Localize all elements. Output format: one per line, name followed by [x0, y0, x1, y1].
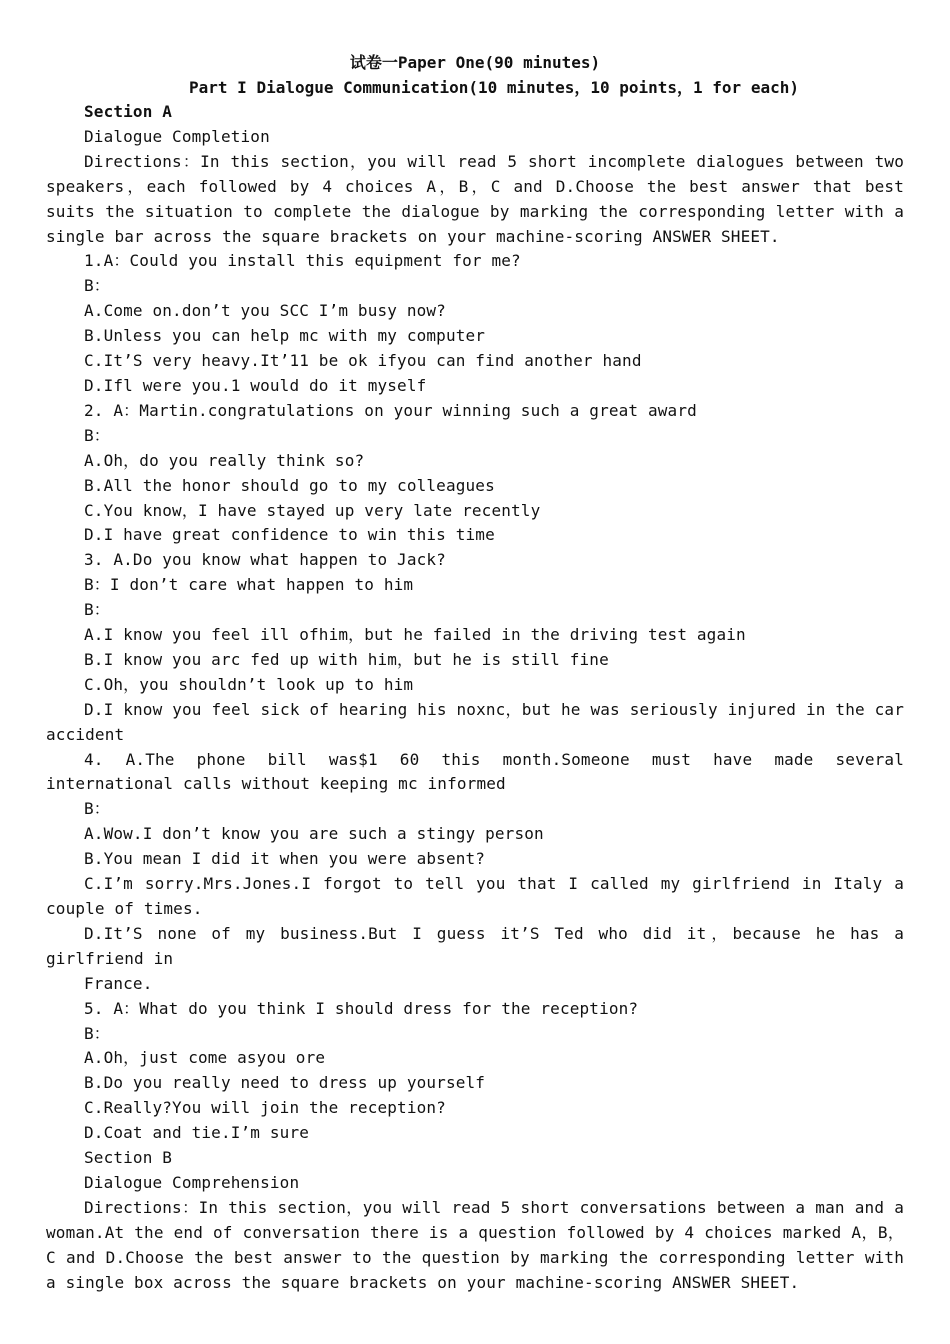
- text-line: A.I know you feel ill ofhim，but he failed in the driving test again: [84, 625, 746, 645]
- text-line: A.Wow.I don’t know you are such a stingy person: [84, 824, 544, 844]
- paper-title: 试卷一Paper One(90 minutes): [349, 53, 601, 72]
- text-line: B.I know you arc fed up with him，but he is still fine: [84, 649, 609, 669]
- text-line: B.Unless you can help mc with my computer: [84, 326, 486, 346]
- text-line: A.Oh，just come asyou ore: [84, 1048, 326, 1068]
- text-line: B：: [84, 1023, 110, 1043]
- text-line: 1.A：Could you install this equipment for me?: [84, 251, 521, 271]
- text-line: B.You mean I did it when you were absent?: [84, 849, 486, 869]
- text-line: D.I know you feel sick of hearing his noxnc，but he was seriously injured in the car accident: [46, 699, 914, 744]
- text-line: Dialogue Comprehension: [84, 1172, 300, 1192]
- exam-page: [46, 50, 914, 1296]
- text-line: France.: [84, 973, 153, 993]
- text-line: B：: [84, 425, 110, 445]
- text-line: Section A: [84, 102, 173, 121]
- text-line: C.It’S very heavy.It’11 be ok ifyou can find another hand: [84, 351, 642, 371]
- text-line: A.Oh，do you really think so?: [84, 450, 365, 470]
- text-line: A.Come on.don’t you SCC I’m busy now?: [84, 301, 446, 321]
- text-line: B：: [84, 799, 110, 819]
- text-line: Directions：In this section，you will read 5 short incomplete dialogues between two speakers，each followed by 4 choices A，B，C and D.Choose the best answer that best suits the situation to complete the dialogue by marking the corresponding letter with a single bar across the square brackets on your machine-scoring ANSWER SHEET.: [46, 151, 914, 246]
- text-line: C.You know，I have stayed up very late recently: [84, 500, 541, 520]
- text-line: 4. A.The phone bill was$1 60 this month.Someone must have made several international calls without keeping mc informed: [46, 749, 914, 794]
- text-line: 2. A：Martin.congratulations on your winning such a great award: [84, 400, 697, 420]
- text-line: Dialogue Completion: [84, 126, 270, 146]
- text-line: B：I don’t care what happen to him: [84, 575, 414, 595]
- text-line: B.All the honor should go to my colleagues: [84, 475, 495, 495]
- text-line: D.Ifl were you.1 would do it myself: [84, 375, 427, 395]
- text-line: C.Oh，you shouldn’t look up to him: [84, 674, 414, 694]
- text-line: B：: [84, 276, 110, 296]
- text-line: D.Coat and tie.I’m sure: [84, 1123, 310, 1143]
- text-line: 3. A.Do you know what happen to Jack?: [84, 550, 446, 570]
- text-line: C.I’m sorry.Mrs.Jones.I forgot to tell you that I called my girlfriend in Italy a couple of times.: [46, 874, 914, 918]
- text-line: Directions：In this section，you will read 5 short conversations between a man and a woman.At the end of conversation there is a question followed by 4 choices marked A，B，C and D.Choose the best answer to the question by marking the corresponding letter with a single box across the square brackets on your machine-scoring ANSWER SHEET.: [46, 1197, 914, 1292]
- text-line: D.I have great confidence to win this time: [84, 525, 495, 545]
- exam-body: [46, 100, 914, 1296]
- text-line: C.Really?You will join the reception?: [84, 1098, 446, 1118]
- text-line: Section B: [84, 1148, 173, 1168]
- text-line: B：: [84, 600, 110, 620]
- text-line: 5. A：What do you think I should dress for the reception?: [84, 998, 639, 1018]
- text-line: B.Do you really need to dress up yourself: [84, 1073, 486, 1093]
- text-line: D.It’S none of my business.But I guess it’S Ted who did it，because he has a girlfriend in: [46, 923, 914, 968]
- part-title: Part I Dialogue Communication(10 minutes，10 points，1 for each): [189, 78, 799, 97]
